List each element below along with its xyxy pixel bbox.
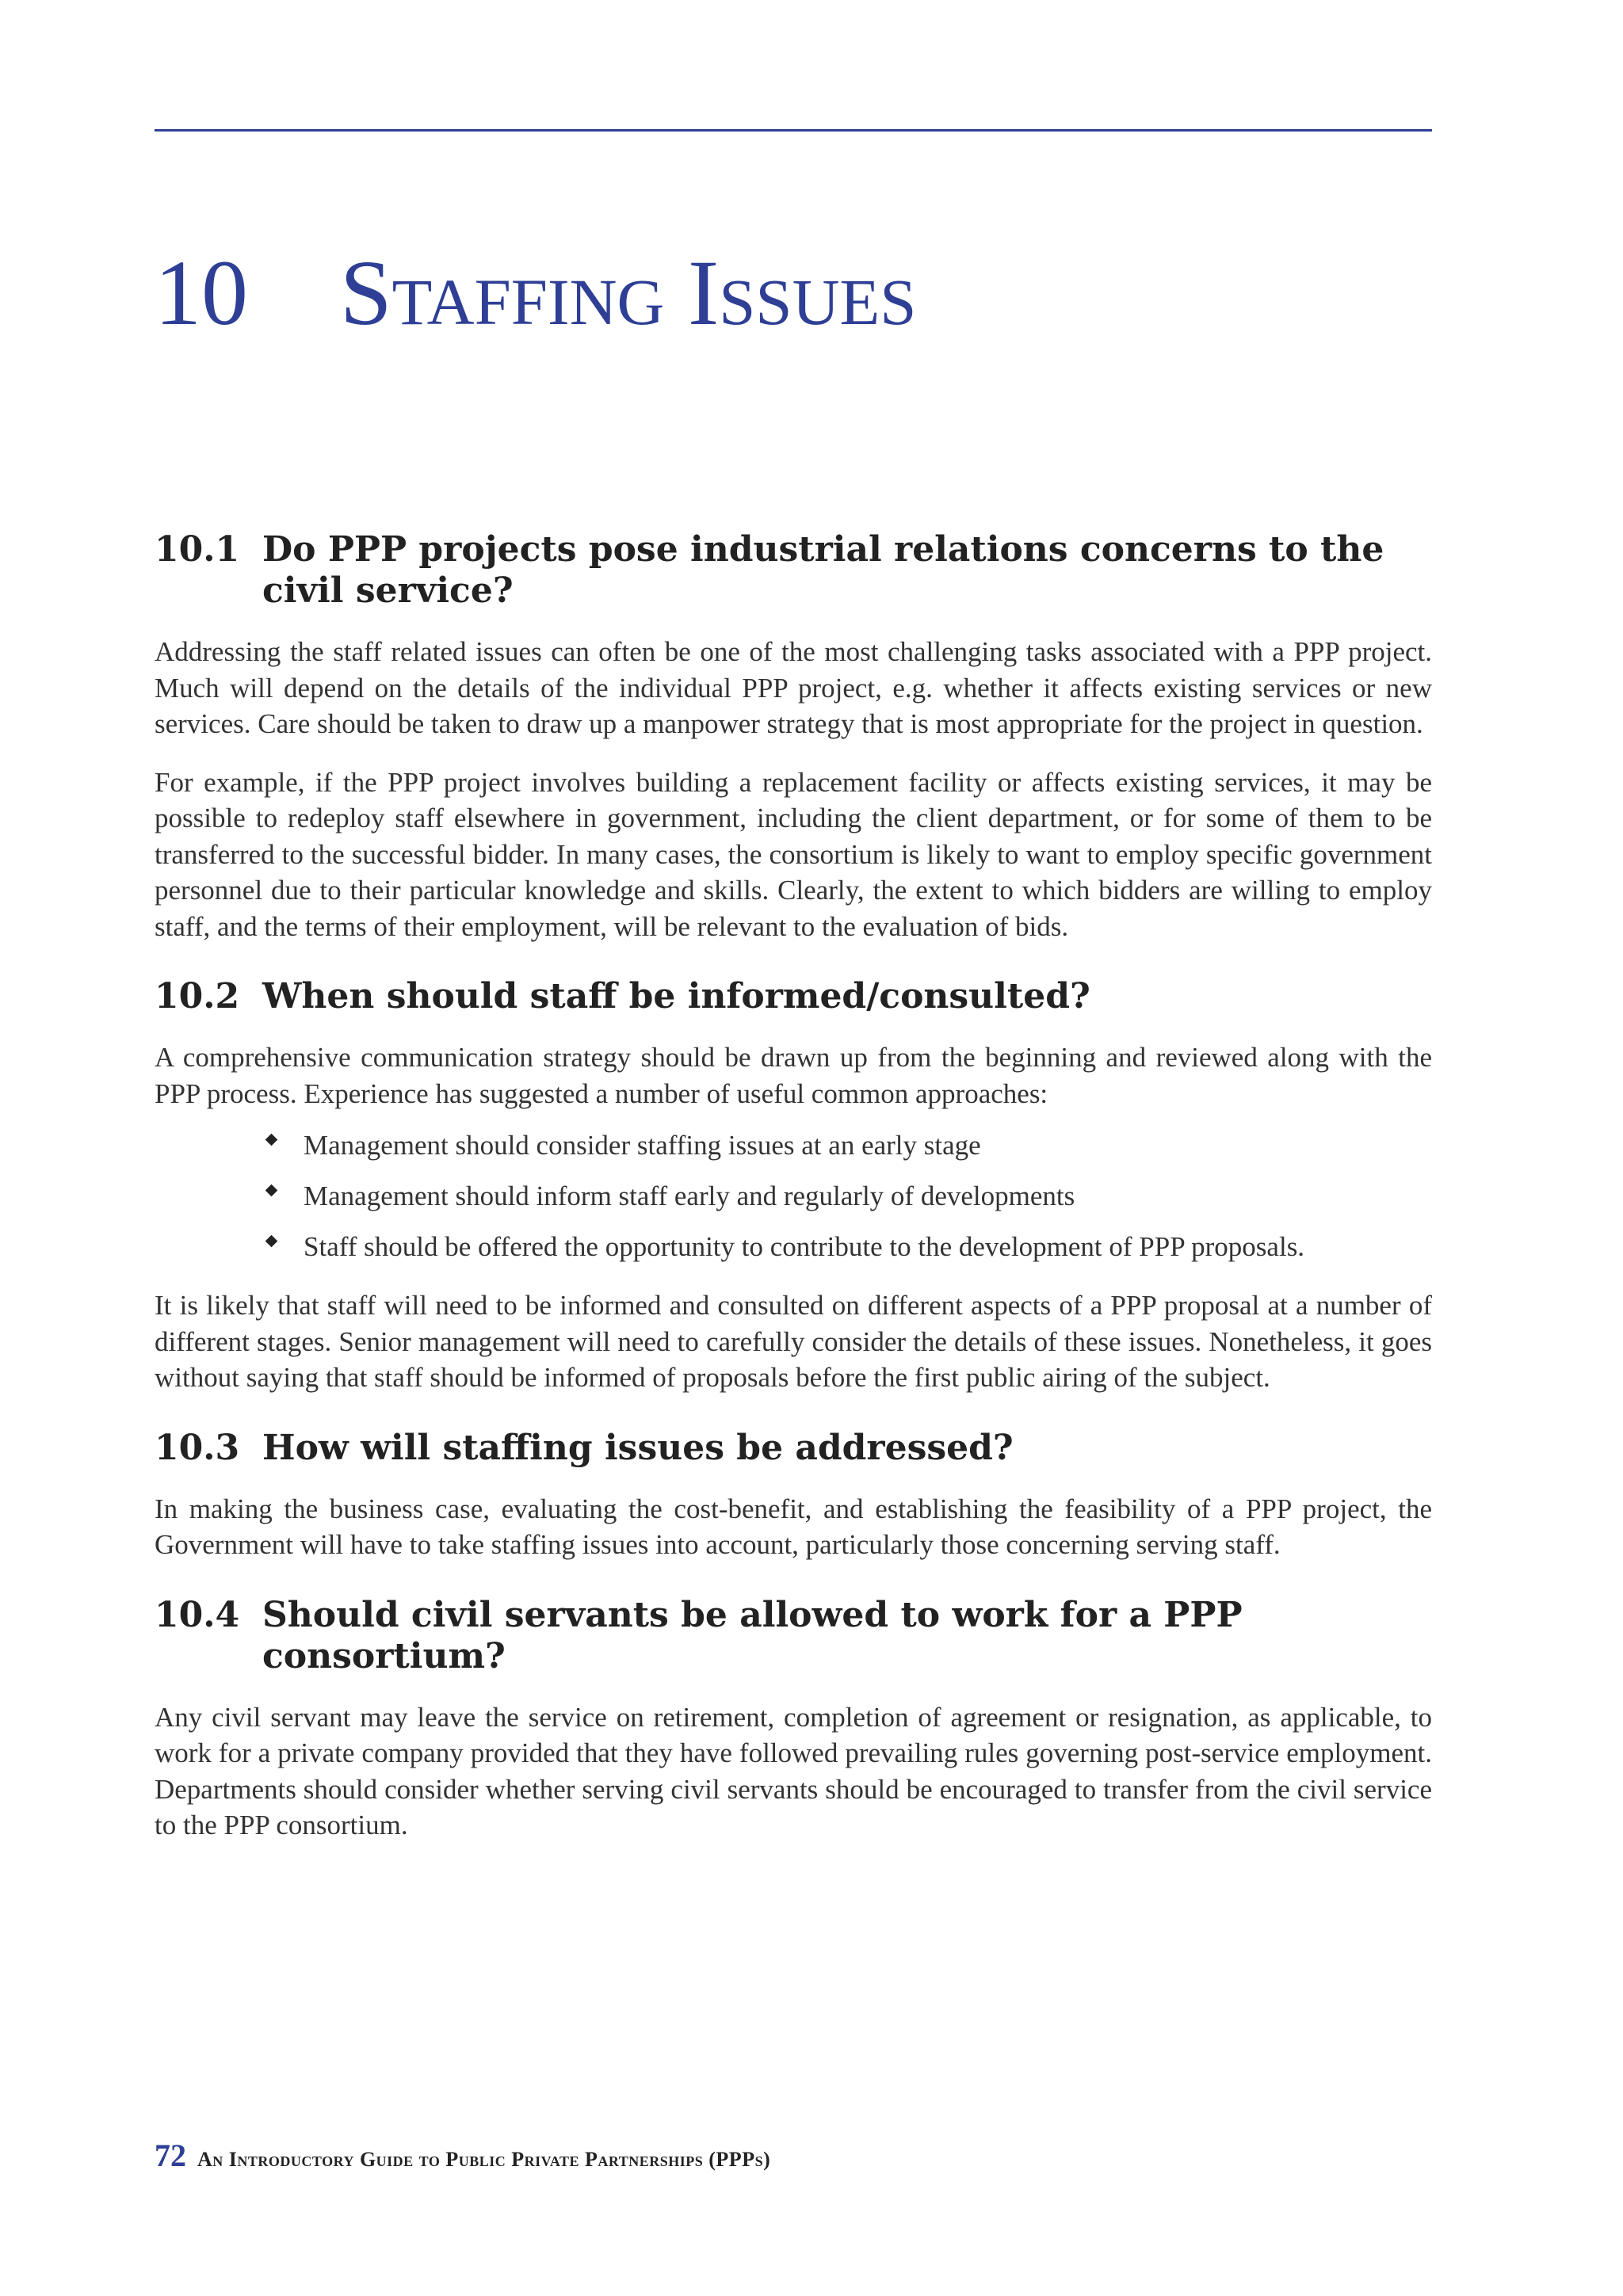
page-number: 72 (155, 2138, 186, 2173)
paragraph: Addressing the staff related issues can often be one of the most challenging tasks associated with a PPP project. Much will depend on the details of the individual PPP project, e.g. whether it affects existing services or new services. Care should be taken to draw up a manpower strategy that is most appropriate for the project in question. (155, 636, 1432, 739)
section-number: 10.3 (155, 1427, 240, 1468)
header-rule (155, 129, 1432, 132)
section-heading (155, 529, 1432, 612)
list-item-text: Management should inform staff early and regularly of developments (304, 1180, 1075, 1211)
section-heading (155, 976, 1432, 1017)
section-title: Should civil servants be allowed to work for a PPP consortium? (262, 1594, 1243, 1676)
chapter-content (155, 529, 1432, 1866)
chapter-title: Staffing Issues (340, 241, 917, 345)
chapter-number: 10 (155, 241, 248, 345)
paragraph: It is likely that staff will need to be informed and consulted on different aspects of a PPP proposal at a number of different stages. Senior management will need to carefully consider the details of these issues. Nonetheless, it goes without saying that staff should be informed of proposals before the first public airing of the subject. (155, 1290, 1432, 1393)
section-heading (155, 1428, 1432, 1469)
section-heading (155, 1595, 1432, 1677)
section-title: When should staff be informed/consulted? (262, 976, 1090, 1016)
list-item (262, 1127, 1432, 1164)
diamond-bullet-icon (262, 1178, 304, 1215)
section-10-4 (155, 1595, 1432, 1844)
diamond-bullet-icon (262, 1229, 304, 1265)
list-item (262, 1229, 1432, 1265)
section-10-3 (155, 1428, 1432, 1563)
section-number: 10.4 (155, 1594, 240, 1635)
chapter-heading (155, 238, 916, 349)
approaches-list (155, 1127, 1432, 1265)
guide-title: An Introductory Guide to Public Private Partnerships (PPPs) (197, 2148, 771, 2171)
diamond-bullet-icon (262, 1127, 304, 1164)
list-item-text: Management should consider staffing issues at an early stage (304, 1130, 981, 1161)
section-number: 10.2 (155, 976, 240, 1016)
section-10-1 (155, 529, 1432, 944)
list-item-text: Staff should be offered the opportunity to contribute to the development of PPP proposals. (304, 1231, 1305, 1262)
page-footer (155, 2137, 770, 2174)
paragraph: Any civil servant may leave the service on retirement, completion of agreement or resignation, as applicable, to work for a private company provided that they have followed prevailing rules governing post-service employment. Departments should consider whether serving civil servants should be encouraged to transfer from the civil service to the PPP consortium. (155, 1701, 1432, 1840)
paragraph: A comprehensive communication strategy should be drawn up from the beginning and reviewed along with the PPP process. Experience has suggested a number of useful common approaches: (155, 1042, 1432, 1109)
paragraph: For example, if the PPP project involves building a replacement facility or affects existing services, it may be possible to redeploy staff elsewhere in government, including the client department, or for some of them to be transferred to the successful bidder. In many cases, the consortium is likely to want to employ specific government personnel due to their particular knowledge and skills. Clearly, the extent to which bidders are willing to employ staff, and the terms of their employment, will be relevant to the evaluation of bids. (155, 766, 1432, 942)
section-title: How will staffing issues be addressed? (262, 1427, 1014, 1468)
section-number: 10.1 (155, 529, 240, 570)
section-title: Do PPP projects pose industrial relations concerns to the civil service? (262, 529, 1384, 611)
paragraph: In making the business case, evaluating the cost-benefit, and establishing the feasibility of a PPP project, the Government will have to take staffing issues into account, particularly those concerning serving staff. (155, 1493, 1432, 1560)
section-10-2 (155, 976, 1432, 1396)
list-item (262, 1178, 1432, 1215)
